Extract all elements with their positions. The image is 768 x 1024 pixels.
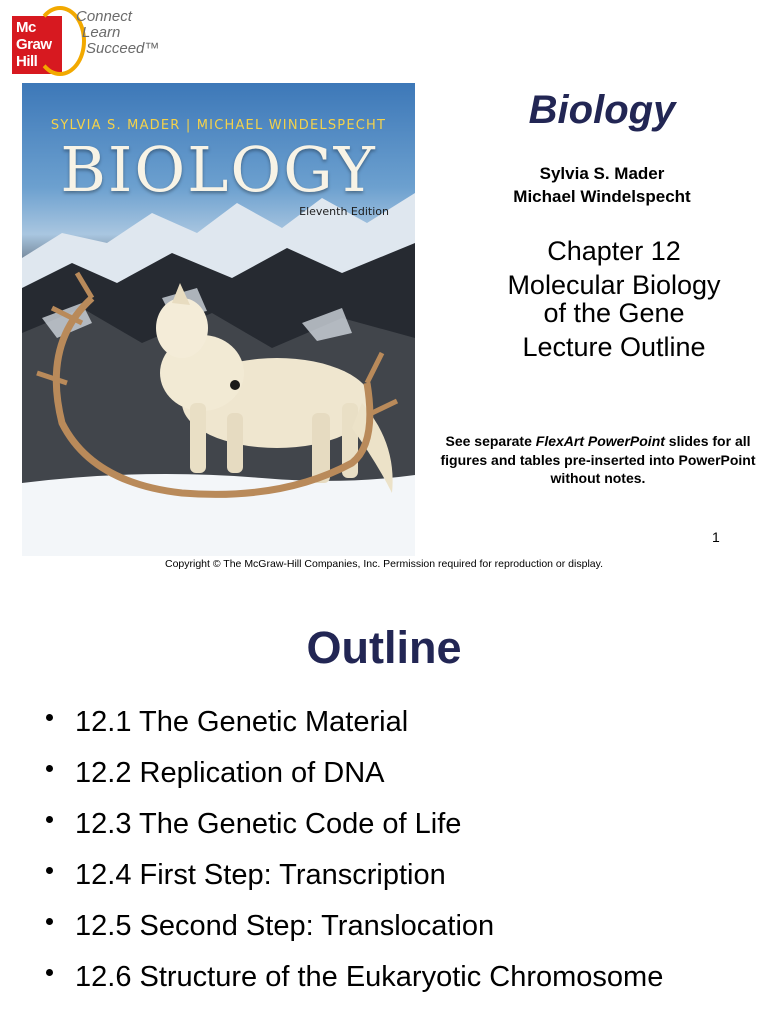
cover-edition: Eleventh Edition	[299, 205, 389, 218]
list-item-text: 12.4 First Step: Transcription	[75, 859, 446, 891]
logo-tagline: Succeed™	[86, 40, 160, 57]
logo-brand-line: Graw	[16, 36, 52, 53]
cover-authors: SYLVIA S. MADER | MICHAEL WINDELSPECHT	[50, 118, 387, 133]
list-item-text: 12.3 The Genetic Code of Life	[75, 808, 462, 840]
author-list	[430, 162, 768, 208]
outline-slide	[0, 596, 768, 1024]
chapter-number: Chapter 12	[547, 236, 681, 266]
author-name: Sylvia S. Mader	[539, 164, 665, 183]
bullet-icon	[46, 816, 53, 823]
page-number: 1	[712, 529, 720, 545]
list-item-text: 12.2 Replication of DNA	[75, 757, 385, 789]
flexart-note: See separate FlexArt PowerPoint slides for all figures and tables pre-inserted into PowerPoint without notes.	[440, 433, 756, 486]
cover-title: BIOLOGY	[60, 133, 377, 206]
slide-title: Biology	[528, 88, 676, 132]
outline-title: Outline	[306, 622, 462, 673]
book-cover-image	[22, 83, 415, 556]
list-item-text: 12.6 Structure of the Eukaryotic Chromosome	[75, 961, 664, 993]
bullet-icon	[46, 918, 53, 925]
logo-tagline: Connect	[76, 8, 132, 25]
chapter-title-line: of the Gene	[543, 298, 685, 328]
chapter-heading	[440, 236, 768, 363]
flexart-name: FlexArt PowerPoint	[535, 433, 665, 449]
bullet-icon	[46, 969, 53, 976]
logo-brand-line: Mc	[16, 19, 36, 36]
bullet-icon	[46, 765, 53, 772]
chapter-title-line: Molecular Biology	[507, 270, 721, 300]
logo-tagline: Learn	[82, 24, 121, 41]
list-item-text: 12.5 Second Step: Translocation	[75, 910, 495, 942]
bullet-icon	[46, 867, 53, 874]
bullet-icon	[46, 714, 53, 721]
list-item-text: 12.1 The Genetic Material	[75, 706, 409, 738]
lecture-subtitle: Lecture Outline	[522, 332, 706, 362]
mcgraw-hill-logo	[10, 4, 160, 78]
author-name: Michael Windelspecht	[513, 187, 691, 206]
logo-brand-line: Hill	[16, 53, 38, 70]
copyright-notice: Copyright © The McGraw-Hill Companies, Inc. Permission required for reproduction or display.	[164, 558, 604, 570]
